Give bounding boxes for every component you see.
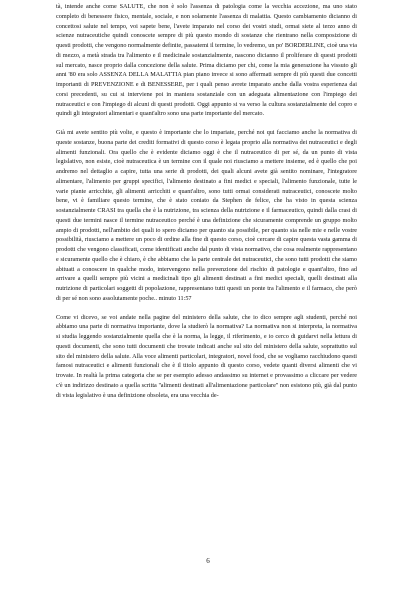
page-body [56, 2, 357, 400]
paragraph-2: Già mi avete sentito più volte, e questo è importante che lo impariate, perché noi qui facciamo anche la normativa di queste sostanze, buona parte dei crediti formativi di questo corso è legata proprio alla normativa dei nutraceutici e degli alimenti funzionali. Ora quello che è evidente diciamo oggi è che il nutraceutico di per sé, da un punto di vista legislativo, non esiste, cioè nutraceutica è un termine con il quale noi riusciamo a mettere insieme, ed è quello che poi andremo nel dettaglio a capire, tutta una serie di prodotti, dei quali alcuni avete già sentito nominare, l'integratore alimentare, l'alimento per gruppi specifici, l'alimento destinato a fini medici e speciali, l'alimento funzionale, tutte le varie piante arricchite, gli alimenti arricchiti e quant'altro, sono tutti ormai considerati nutraceutici, conoscete molto bene, vi è familiare questo termine, che è stato coniato da Stephen de felice, che ha visto in questa scienza sostanzialmente CRASI tra quella che è la nutrizione, tra scienza della nutrizione e il farmaceutico, quindi dalla crasi di questi due termini nasce il termine nutraceutico perché è una definizione che sicuramente comprende un gruppo molto ampio di prodotti, nell'ambito dei quali io spero diciamo per quanto sia possibile, per quanto sia nelle mie e nelle vostre possibilità, riusciamo a mettere un poco di ordine alla fine di questo corso, cioè cercare di capire questa vasta gamma di prodotti che vengono classificati, come identificati anche dal punto di vista normativo, che cosa realmente rappresentano e sicuramente quello che è chiaro, è che abbiamo che la parte centrale dei nutraceutici, che sono tutti prodotti che siamo abituati a conoscere in qualche modo, intervengono nella prevenzione del rischio di patologie e quant'altro, fino ad arrivare a quelli sempre più vicini a medicinali tipo gli alimenti destinati a fini medici speciali, quelli destinati alla nutrizione di particolari soggetti di popolazione, rappresentano tutti questi un ponte tra l'alimento e il farmaco, che però di per sé non sono assolutamente poche.. minuto 11:57 [56, 129, 357, 302]
page-number: 6 [206, 557, 210, 565]
paragraph-1: tà, intende anche come SALUTE, che non è solo l'assenza di patologia come la vecchia accezione, ma uno stato completo di benessere fisico, mentale, sociale, e non solamente l'assenza di malattia. Questo cambiamento dicianno di concettosi salute nel tempo, voi sapete bene, l'avete imparato nel corso dei vostri studi, ormai siete al terzo anno di scienze nutraceutiche quindi conoscete sempre di più questo mondo di sostanze che rientrano nella composizione di questi prodotti, che vengono normalmente definite, passatemi il termine, lo vedremo, un po' BORDERLINE, cioè una via di mezzo, a metà strada tra l'alimento e il medicinale sostanzialmente, nascono dicianno il proliferare di questi prodotti sul mercato, nasce proprio dalla concezione della salute. Prima diciamo per chi, come la mia generazione ha vissuto gli anni '80 era solo ASSENZA DELLA MALATTIA pian piano invece si sono affermati sempre di più questi due concetti importanti di PREVENZIONE e di BENESSERE, per i quali penso avrete imparato anche dalla vostra esperienza dai corsi precedenti, su cui si interviene poi in maniera sostanziale con un adeguata alimentazione con l'impiego dei nutraceutici e con l'impiego di alcuni di questi prodotti. Oggi appunto si va verso la cultura sostanzialmente del copro e quindi gli integratori alimentari e quant'altro sono una parte importante del mercato. [56, 3, 357, 118]
paragraph-3: Come vi dicevo, se voi andate nella pagine del ministero della salute, che io dico sempre agli studenti, perché noi abbiamo una parte di normativa importante, dove la studierò la normativa? La normativa non si interpreta, la normativa si studia leggendo sostanzialmente quella che è la norma, la legge, il riferimento, e io cerco di guidarvi nella lettura di questi documenti, che sono tutti documenti che trovate indicati anche sul sito del ministero della salute, soprattutto sul sito del ministero della salute. Alla voce alimenti particolari, integratori, novel food, che se vogliamo racchiudono questi famosi nutraceutici e alimenti funzionali che è il titolo appunto di questo corso, vedete quanti diversi alimenti che vi trovate. In realtà la prima categoria che se per esempio adesso andassimo su internet e provassimo a cliccare per vedere c'è un indirizzo destinato a quella scritta ''alimenti destinati all'alimentazione particolare'' non esistono più, già dal punto di vista legislativo è una definizione obsoleta, era una vecchia de- [56, 313, 357, 399]
